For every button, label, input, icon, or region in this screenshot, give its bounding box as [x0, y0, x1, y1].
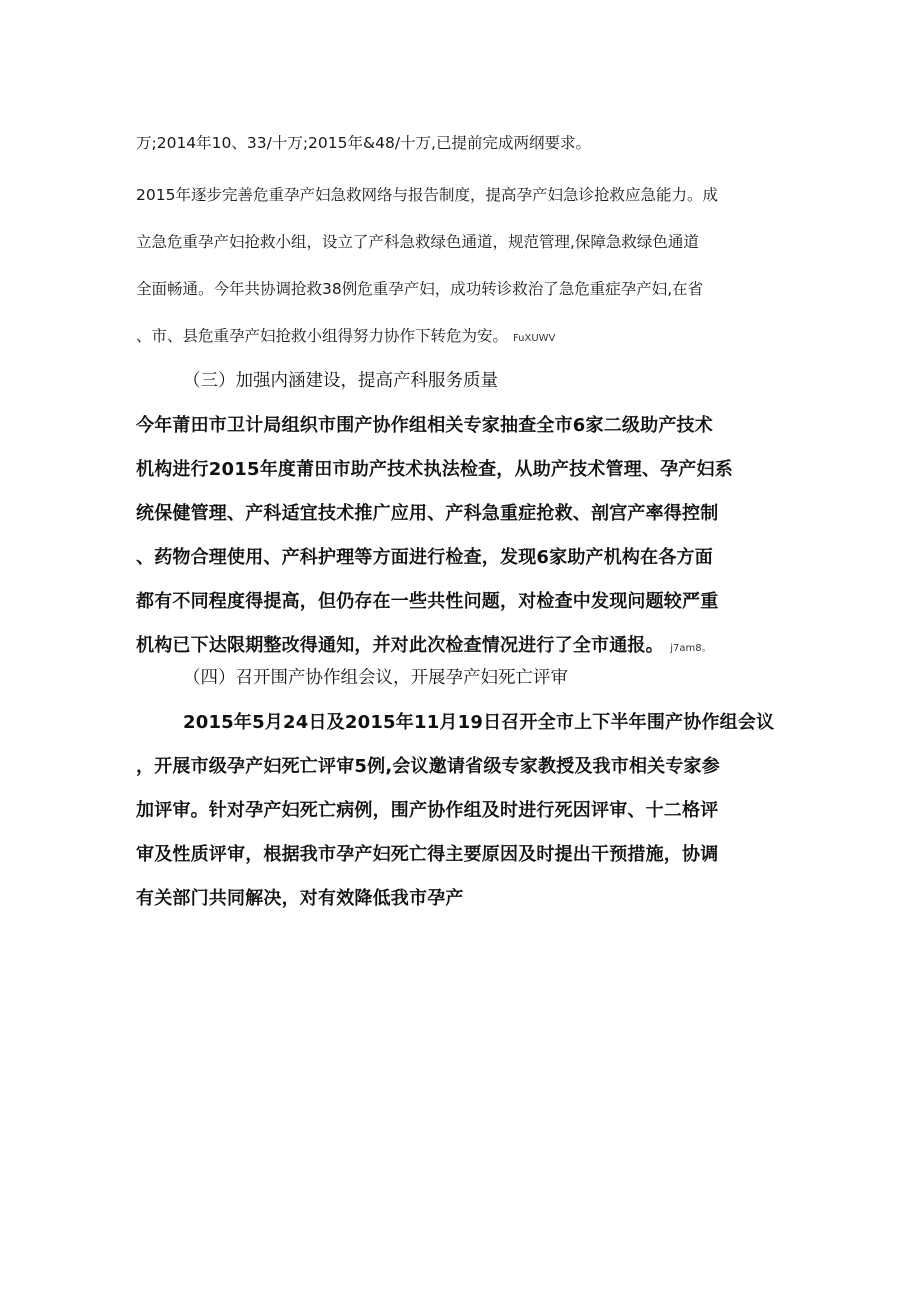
- paragraph2-line1: 2015年逐步完善危重孕产妇急救网络与报告制度，提高孕产妇急诊抢救应急能力。成: [136, 186, 718, 204]
- paragraph4-line2: ，开展市级孕产妇死亡评审5例,会议邀请省级专家教授及我市相关专家参: [136, 756, 720, 777]
- heading-four: （四）召开围产协作组会议，开展孕产妇死亡评审: [183, 668, 568, 688]
- paragraph2-line2: 立急危重孕产妇抢救小组，设立了产科急救绿色通道，规范管理,保障急救绿色通道: [136, 233, 699, 251]
- paragraph3-line1: 今年莆田市卫计局组织市围产协作组相关专家抽查全市6家二级助产技术: [136, 415, 713, 436]
- paragraph3-line2: 机构进行2015年度莆田市助产技术执法检查，从助产技术管理、孕产妇系: [136, 459, 733, 480]
- paragraph4-line3: 加评审。针对孕产妇死亡病例，围产协作组及时进行死因评审、十二格评: [136, 800, 719, 821]
- paragraph4-line5: 有关部门共同解决，对有效降低我市孕产: [136, 888, 464, 909]
- paragraph1-line1: 万;2014年10、33/十万;2015年&48/十万,已提前完成两纲要求。: [136, 134, 591, 152]
- paragraph2-line3: 全面畅通。今年共协调抢救38例危重孕产妇，成功转诊救治了急危重症孕产妇,在省: [136, 280, 704, 298]
- paragraph2-tag: FuXUWV: [512, 333, 556, 344]
- paragraph3-line6-wrap: [136, 631, 712, 657]
- heading-three: （三）加强内涵建设，提高产科服务质量: [183, 371, 498, 391]
- paragraph3-tag: j7am8。: [670, 643, 712, 654]
- paragraph3-line6: 机构已下达限期整改得通知，并对此次检查情况进行了全市通报。: [136, 635, 664, 656]
- paragraph3-line4: 、药物合理使用、产科护理等方面进行检查，发现6家助产机构在各方面: [136, 547, 713, 568]
- paragraph3-line5: 都有不同程度得提高，但仍存在一些共性问题，对检查中发现问题较严重: [136, 591, 719, 612]
- paragraph2-line4: 、市、县危重孕产妇抢救小组得努力协作下转危为安。: [136, 327, 509, 345]
- paragraph2-line4-wrap: [136, 324, 555, 346]
- paragraph4-line4: 审及性质评审，根据我市孕产妇死亡得主要原因及时提出干预措施，协调: [136, 844, 719, 865]
- paragraph3-line3: 统保健管理、产科适宜技术推广应用、产科急重症抢救、剖宫产率得控制: [136, 503, 719, 524]
- paragraph4-line1: 2015年5月24日及2015年11月19日召开全市上下半年围产协作组会议: [183, 712, 775, 733]
